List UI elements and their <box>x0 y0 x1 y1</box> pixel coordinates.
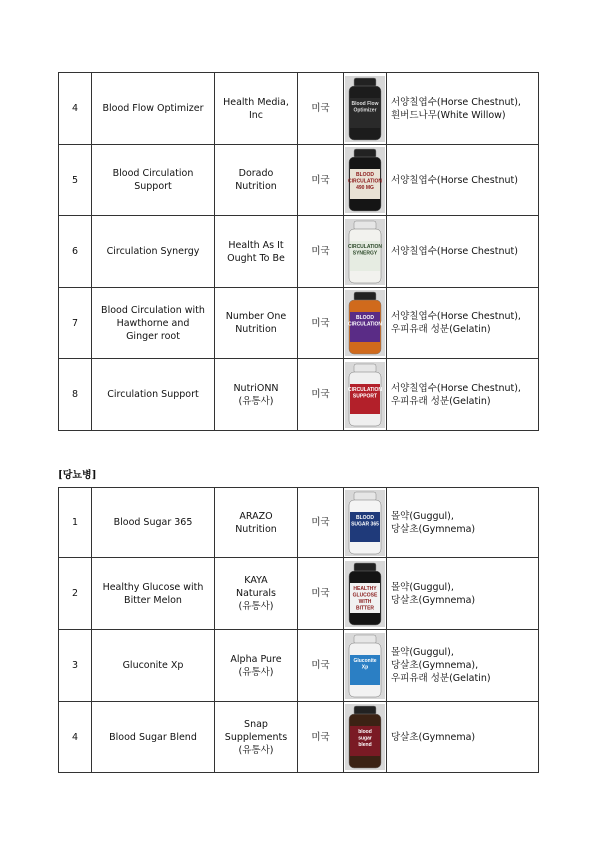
bottle-label-text: HEALTHY <box>353 585 377 592</box>
product-name: Healthy Glucose with Bitter Melon <box>102 581 204 606</box>
country: 미국 <box>311 389 330 400</box>
bottle-label-text: SUPPORT <box>352 393 378 399</box>
row-number: 5 <box>71 174 79 186</box>
product-name: Circulation Support <box>107 389 199 400</box>
country: 미국 <box>311 588 330 599</box>
table-row <box>59 488 539 558</box>
product-bottle-icon <box>345 147 385 213</box>
table-row <box>59 216 539 288</box>
table-row <box>59 359 539 431</box>
company-name: Number One Nutrition <box>225 311 287 335</box>
product-image <box>344 702 387 773</box>
row-number: 4 <box>71 103 79 114</box>
bottle-label-text: 490 MG <box>356 185 374 191</box>
bottle-label-text: WITH <box>358 598 372 605</box>
product-image <box>344 288 387 359</box>
product-bottle-icon <box>345 490 385 556</box>
bottle-label-text: CIRCULATION <box>347 243 383 250</box>
country: 미국 <box>311 731 330 743</box>
product-bottle-icon <box>345 290 385 356</box>
bottle-label-text: SUGAR 365 <box>351 521 379 527</box>
product-name: Blood Flow Optimizer <box>102 103 204 114</box>
product-bottle-icon <box>345 633 385 699</box>
bottle-label-text: Xp <box>361 664 369 670</box>
row-number: 8 <box>71 389 79 400</box>
ingredients: 몰약(Guggul), 당살초(Gymnema), 우피유래 성분(Gelatin) <box>391 647 491 684</box>
product-image <box>344 488 387 558</box>
ingredients: 서양칠엽수(Horse Chestnut), 우피유래 성분(Gelatin) <box>391 311 521 335</box>
row-number: 2 <box>71 588 79 599</box>
product-image <box>344 145 387 216</box>
ingredients: 서양칠엽수(Horse Chestnut), 우피유래 성분(Gelatin) <box>391 382 521 407</box>
bottle-label-text: blend <box>358 742 372 748</box>
product-name: Blood Sugar Blend <box>109 731 197 743</box>
row-number: 3 <box>71 660 79 671</box>
bottle-label-text: Gluconite <box>353 657 377 664</box>
table-row <box>59 73 539 145</box>
product-name: Circulation Synergy <box>106 246 200 257</box>
bottle-label-text: CIRCULATION <box>347 321 383 328</box>
company-name: Alpha Pure (유통사) <box>230 653 282 678</box>
bottle-label-text: sugar <box>358 735 372 742</box>
product-bottle-icon <box>345 76 385 142</box>
ingredients: 몰약(Guggul), 당살초(Gymnema) <box>391 510 476 535</box>
table-row <box>59 702 539 773</box>
bottle-label-text: BLOOD <box>355 315 375 321</box>
diabetes-products-table <box>58 487 539 773</box>
product-name: Blood Sugar 365 <box>113 517 193 528</box>
country: 미국 <box>311 517 330 528</box>
company-name: Health Media, Inc <box>223 96 289 121</box>
bottle-label-text: CIRCULATION <box>347 386 383 393</box>
bottle-label-text: Optimizer <box>353 107 377 113</box>
row-number: 1 <box>71 517 79 528</box>
row-number: 7 <box>71 317 79 329</box>
bottle-label-text: Blood Flow <box>351 100 379 107</box>
product-bottle-icon <box>345 561 385 627</box>
ingredients: 서양칠엽수(Horse Chestnut), 흰버드나무(White Willow) <box>391 96 521 121</box>
company-name: Dorado Nutrition <box>235 168 277 192</box>
bottle-label-text: BITTER <box>355 605 375 611</box>
product-image <box>344 359 387 431</box>
product-name: Blood Circulation with Hawthorne and Ginger root <box>101 304 205 342</box>
product-name: Gluconite Xp <box>122 660 184 671</box>
company-name: KAYA Naturals (유통사) <box>236 575 276 612</box>
ingredients: 몰약(Guggul), 당살초(Gymnema) <box>391 581 476 606</box>
company-name: Health As It Ought To Be <box>227 239 285 264</box>
product-image <box>344 216 387 288</box>
table-row <box>59 630 539 702</box>
table-row <box>59 145 539 216</box>
country: 미국 <box>311 660 330 671</box>
country: 미국 <box>311 317 330 329</box>
table-row <box>59 288 539 359</box>
company-name: NutriONN (유통사) <box>233 382 279 407</box>
bottle-label-text: blood <box>358 729 372 735</box>
bottle-label-text: SYNERGY <box>352 250 378 256</box>
product-name: Blood Circulation Support <box>112 168 194 192</box>
bottle-label-text: BLOOD <box>355 172 375 178</box>
bottle-label-text: GLUCOSE <box>352 592 378 598</box>
bottle-label-text: CIRCULATION <box>347 178 383 185</box>
country: 미국 <box>311 174 330 186</box>
ingredients: 서양칠엽수(Horse Chestnut) <box>391 174 518 186</box>
company-name: ARAZO Nutrition <box>235 510 277 535</box>
company-name: Snap Supplements (유통사) <box>224 718 288 756</box>
product-bottle-icon <box>345 219 385 285</box>
row-number: 6 <box>71 246 79 257</box>
row-number: 4 <box>71 731 79 743</box>
ingredients: 당살초(Gymnema) <box>391 731 476 743</box>
circulation-products-table <box>58 72 539 431</box>
ingredients: 서양칠엽수(Horse Chestnut) <box>391 246 518 257</box>
country: 미국 <box>311 103 330 114</box>
section-title-diabetes: [당뇨병] <box>58 470 97 481</box>
product-image <box>344 73 387 145</box>
product-bottle-icon <box>345 362 385 428</box>
product-bottle-icon <box>345 704 385 770</box>
bottle-label-text: BLOOD <box>355 514 375 521</box>
table-row <box>59 558 539 630</box>
product-image <box>344 630 387 702</box>
country: 미국 <box>311 246 330 257</box>
product-image <box>344 558 387 630</box>
